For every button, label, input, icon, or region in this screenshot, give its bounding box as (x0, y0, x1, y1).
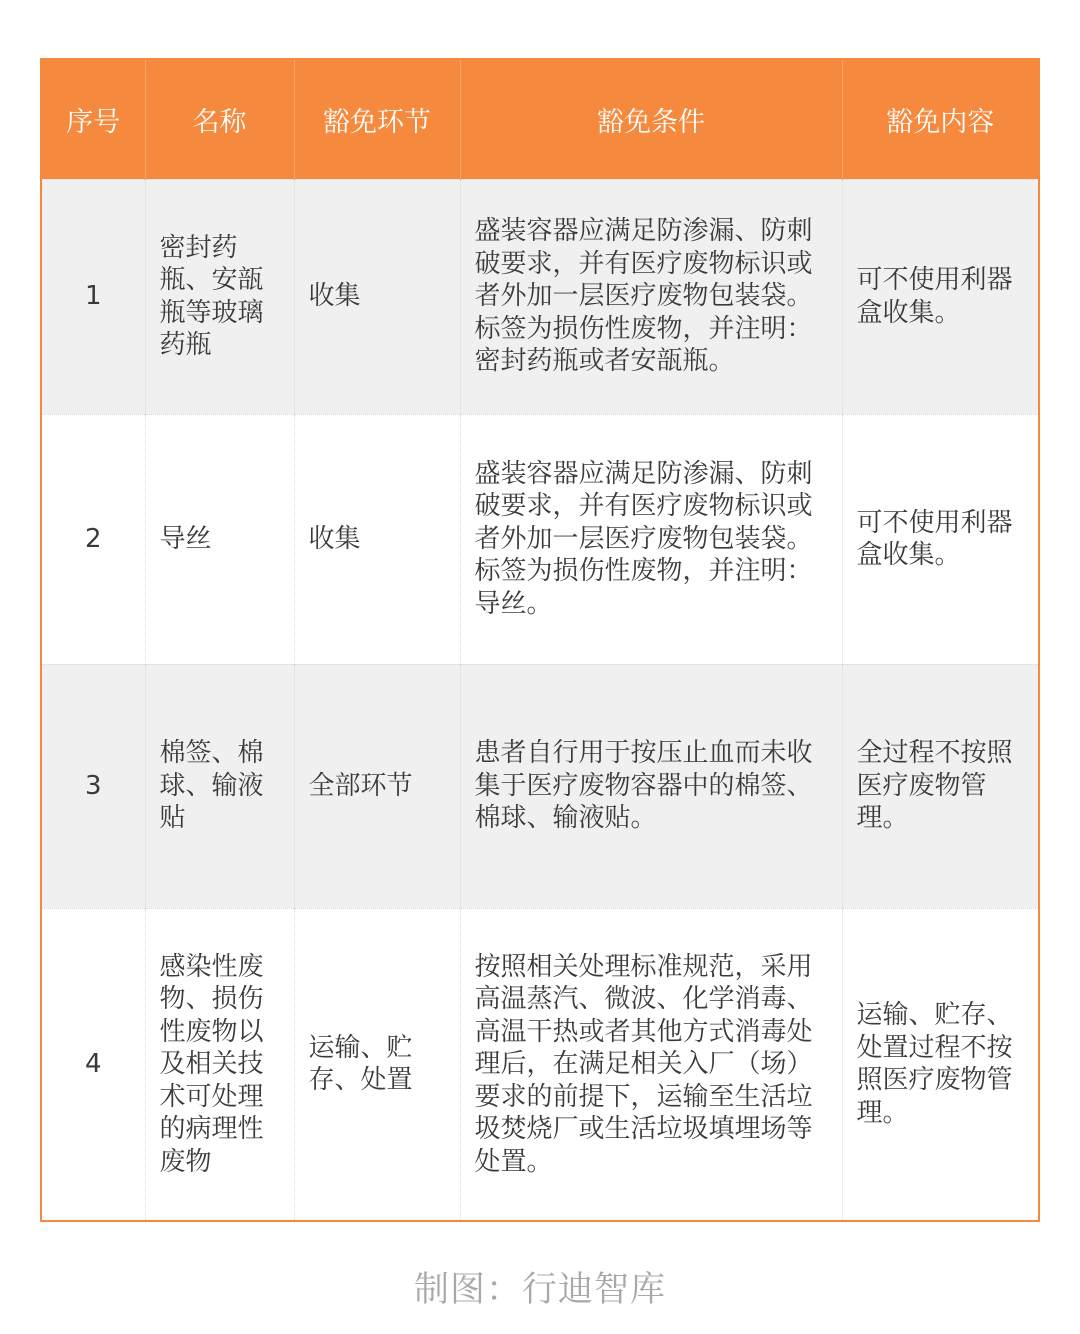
cell-exempt-content: 全过程不按照医疗废物管理。 (842, 664, 1038, 908)
cell-exempt-condition: 盛装容器应满足防渗漏、防刺破要求，并有医疗废物标识或者外加一层医疗废物包装袋。标签为损伤性废物，并注明：密封药瓶或者安瓿瓶。 (460, 179, 842, 414)
exemption-table (40, 58, 1040, 1222)
cell-serial-number: 3 (42, 664, 145, 908)
header-name: 名称 (145, 60, 294, 179)
cell-name: 感染性废物、损伤性废物以及相关技术可处理的病理性废物 (145, 908, 294, 1220)
cell-name: 棉签、棉球、输液贴 (145, 664, 294, 908)
header-exempt-content: 豁免内容 (842, 60, 1038, 179)
cell-exempt-condition: 按照相关处理标准规范，采用高温蒸汽、微波、化学消毒、高温干热或者其他方式消毒处理后，在满足相关入厂（场）要求的前提下，运输至生活垃圾焚烧厂或生活垃圾填埋场等处置。 (460, 908, 842, 1220)
cell-exempt-content: 运输、贮存、处置过程不按照医疗废物管理。 (842, 908, 1038, 1220)
cell-exempt-stage: 全部环节 (294, 664, 460, 908)
cell-exempt-condition: 盛装容器应满足防渗漏、防刺破要求，并有医疗废物标识或者外加一层医疗废物包装袋。标签为损伤性废物，并注明：导丝。 (460, 414, 842, 664)
cell-exempt-stage: 运输、贮存、处置 (294, 908, 460, 1220)
header-exempt-stage: 豁免环节 (294, 60, 460, 179)
exemption-table-grid (42, 60, 1038, 1220)
table-row (42, 414, 1038, 664)
cell-name: 导丝 (145, 414, 294, 664)
header-exempt-condition: 豁免条件 (460, 60, 842, 179)
cell-serial-number: 1 (42, 179, 145, 414)
chart-credit-caption: 制图：行迪智库 (413, 1270, 666, 1310)
cell-exempt-content: 可不使用利器盒收集。 (842, 179, 1038, 414)
cell-exempt-condition: 患者自行用于按压止血而未收集于医疗废物容器中的棉签、棉球、输液贴。 (460, 664, 842, 908)
table-row (42, 908, 1038, 1220)
table-row (42, 179, 1038, 414)
cell-exempt-stage: 收集 (294, 414, 460, 664)
table-row (42, 664, 1038, 908)
header-serial-number: 序号 (42, 60, 145, 179)
cell-exempt-stage: 收集 (294, 179, 460, 414)
cell-exempt-content: 可不使用利器盒收集。 (842, 414, 1038, 664)
cell-name: 密封药瓶、安瓿瓶等玻璃药瓶 (145, 179, 294, 414)
cell-serial-number: 2 (42, 414, 145, 664)
cell-serial-number: 4 (42, 908, 145, 1220)
table-header-row (42, 60, 1038, 179)
